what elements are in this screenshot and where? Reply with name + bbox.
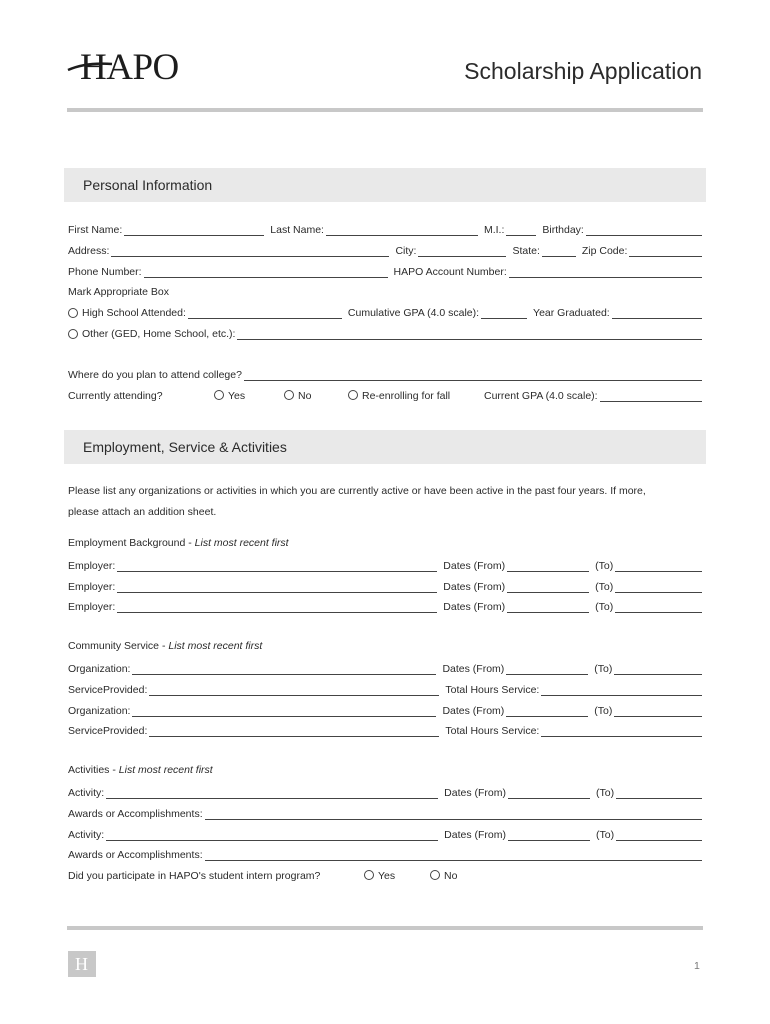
footer-logo-icon: H xyxy=(68,951,96,977)
activity-field[interactable] xyxy=(106,830,438,841)
total-hours-field[interactable] xyxy=(541,685,702,696)
row-intern: Did you participate in HAPO's student intern program? Yes No xyxy=(68,870,458,882)
awards-field[interactable] xyxy=(205,809,702,820)
dates-from-field[interactable] xyxy=(508,788,590,799)
total-hours-field[interactable] xyxy=(541,726,702,737)
organization-row: Organization: Dates (From) (To) xyxy=(68,659,702,675)
radio-icon[interactable] xyxy=(430,870,440,880)
page-title: Scholarship Application xyxy=(464,58,702,84)
attending-yes[interactable]: Yes xyxy=(214,390,284,402)
address-field[interactable] xyxy=(111,246,389,257)
awards-field[interactable] xyxy=(205,850,702,861)
last-name-field[interactable] xyxy=(326,225,478,236)
year-graduated-field[interactable] xyxy=(612,308,702,319)
city-field[interactable] xyxy=(418,246,506,257)
row-mark-box: Mark Appropriate Box xyxy=(68,286,169,298)
dates-to-field[interactable] xyxy=(614,664,702,675)
intern-yes[interactable]: Yes xyxy=(364,870,430,882)
first-name-field[interactable] xyxy=(124,225,264,236)
dates-to-field[interactable] xyxy=(615,582,702,593)
service-provided-field[interactable] xyxy=(149,685,439,696)
section-heading: Employment, Service & Activities xyxy=(83,439,287,455)
dates-from-field[interactable] xyxy=(507,561,589,572)
account-number-field[interactable] xyxy=(509,267,702,278)
header-divider xyxy=(67,108,703,112)
high-school-field[interactable] xyxy=(188,308,342,319)
dates-to-field[interactable] xyxy=(616,830,702,841)
dates-to-field[interactable] xyxy=(614,706,702,717)
dates-from-field[interactable] xyxy=(506,706,588,717)
phone-field[interactable] xyxy=(144,267,388,278)
high-school-radio[interactable] xyxy=(68,308,78,318)
awards-row: Awards or Accomplishments: xyxy=(68,804,702,820)
row-college: Where do you plan to attend college? xyxy=(68,365,702,381)
other-field[interactable] xyxy=(237,329,702,340)
mi-field[interactable] xyxy=(506,225,536,236)
attending-no[interactable]: No xyxy=(284,390,348,402)
activities-subheading: Activities - List most recent first xyxy=(68,764,213,776)
organization-field[interactable] xyxy=(132,706,436,717)
intern-no[interactable]: No xyxy=(430,870,457,882)
row-high-school: High School Attended: Cumulative GPA (4.0 scale): Year Graduated: xyxy=(68,303,702,319)
dates-to-field[interactable] xyxy=(615,561,702,572)
reenrolling[interactable]: Re-enrolling for fall xyxy=(348,390,484,402)
awards-row: Awards or Accomplishments: xyxy=(68,845,702,861)
current-gpa-field[interactable] xyxy=(600,391,702,402)
employer-row: Employer: Dates (From) (To) xyxy=(68,577,702,593)
dates-to-field[interactable] xyxy=(616,788,702,799)
employer-field[interactable] xyxy=(117,561,437,572)
service-provided-field[interactable] xyxy=(149,726,439,737)
dates-from-field[interactable] xyxy=(507,602,589,613)
radio-icon[interactable] xyxy=(348,390,358,400)
activity-row: Activity: Dates (From) (To) xyxy=(68,783,702,799)
row-phone: Phone Number: HAPO Account Number: xyxy=(68,262,702,278)
row-attending: Currently attending? Yes No Re-enrolling for fall Current GPA (4.0 scale): xyxy=(68,386,702,402)
service-row: ServiceProvided: Total Hours Service: xyxy=(68,680,702,696)
radio-icon[interactable] xyxy=(284,390,294,400)
college-field[interactable] xyxy=(244,370,702,381)
other-radio[interactable] xyxy=(68,329,78,339)
employer-field[interactable] xyxy=(117,582,437,593)
page-number: 1 xyxy=(694,960,700,972)
employer-row: Employer: Dates (From) (To) xyxy=(68,597,702,613)
service-row: ServiceProvided: Total Hours Service: xyxy=(68,721,702,737)
employer-row: Employer: Dates (From) (To) xyxy=(68,556,702,572)
community-subheading: Community Service - List most recent first xyxy=(68,640,263,652)
dates-to-field[interactable] xyxy=(615,602,702,613)
radio-icon[interactable] xyxy=(214,390,224,400)
activity-row: Activity: Dates (From) (To) xyxy=(68,825,702,841)
organization-field[interactable] xyxy=(132,664,436,675)
employment-subheading: Employment Background - List most recent first xyxy=(68,537,289,549)
section-personal-information xyxy=(64,168,706,202)
gpa-field[interactable] xyxy=(481,308,527,319)
organization-row: Organization: Dates (From) (To) xyxy=(68,701,702,717)
birthday-field[interactable] xyxy=(586,225,702,236)
employer-field[interactable] xyxy=(117,602,437,613)
row-name: First Name: Last Name: M.I.: Birthday: xyxy=(68,220,702,236)
dates-from-field[interactable] xyxy=(506,664,588,675)
hapo-logo xyxy=(66,48,196,88)
activity-field[interactable] xyxy=(106,788,438,799)
zip-field[interactable] xyxy=(629,246,702,257)
intro-paragraph: Please list any organizations or activities in which you are currently active or have been active in the past four years. If more, please attach an addition sheet. xyxy=(68,485,646,518)
section-employment xyxy=(64,430,706,464)
logo-text: HAPO xyxy=(80,47,179,88)
dates-from-field[interactable] xyxy=(508,830,590,841)
state-field[interactable] xyxy=(542,246,576,257)
radio-icon[interactable] xyxy=(364,870,374,880)
section-heading: Personal Information xyxy=(83,177,213,193)
dates-from-field[interactable] xyxy=(507,582,589,593)
row-address: Address: City: State: Zip Code: xyxy=(68,241,702,257)
row-other: Other (GED, Home School, etc.): xyxy=(68,324,702,340)
footer-divider xyxy=(67,926,703,930)
